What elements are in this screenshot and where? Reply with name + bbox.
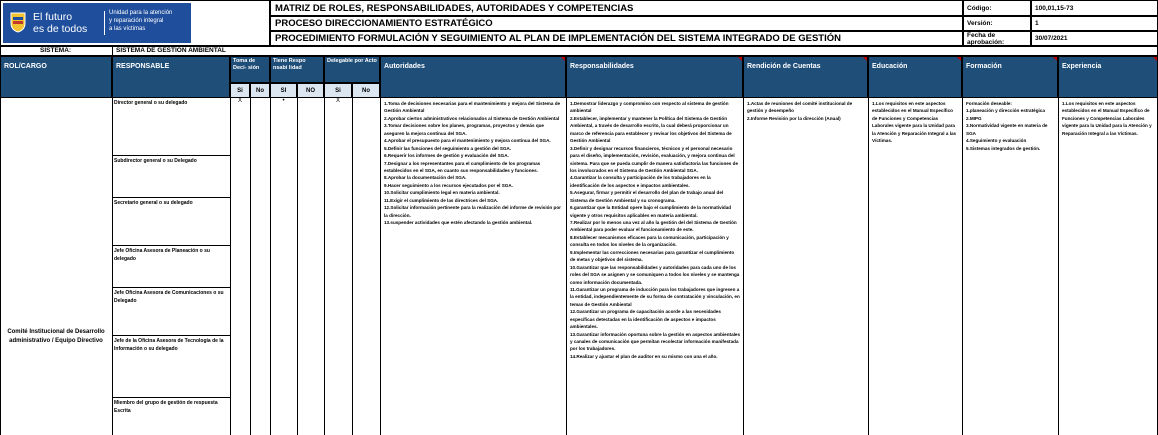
version-value: 1 — [1031, 16, 1158, 31]
autoridades-cell — [381, 98, 566, 435]
col-responsabilidades: Responsabilidades — [566, 56, 743, 98]
table-row: Jefe Oficina Asesora de Planeación o su delegado — [112, 246, 230, 288]
toma-si-mark: X — [237, 98, 242, 104]
col-rendicion-cuentas: Rendición de Cuentas — [743, 56, 868, 98]
experiencia-cell — [1059, 98, 1157, 198]
logo-banner — [3, 3, 191, 43]
list-item: 10.Solicitar cumplimiento legal en materia ambiental. — [384, 190, 500, 196]
responsables-list — [112, 98, 230, 435]
list-item: 6.Requerir los informes de gestión y evaluación del SGA. — [384, 153, 509, 159]
list-item: 14.Realizar y ajustar el plan de auditor en su mismo con una el año. — [570, 353, 718, 359]
list-item: 7.Realizar por lo menos una vez al año la gestión del del Sistema de Gestión Ambiental para poder evaluar el funcionamiento de este. — [570, 220, 737, 233]
list-item: 5.Definir las funciones del seguimiento a gestión del SGA. — [384, 145, 512, 151]
list-item: 5.Sistemas integrados de gestión. — [966, 145, 1041, 151]
deleg-si-mark: X — [335, 98, 340, 104]
list-item: 4.Aprobar el presupuesto para el mantenimiento y mejora continua del SGA. — [384, 138, 551, 144]
list-item: 3.Definir y designar recursos financieros, técnicos y el personal necesario para el diseño, implementación, revisión, evaluación, y mejora continua del sistema. Para que se pueda cumplir de manera satisfactoria las funciones de los involucrados en el Sistema de Gestión Ambiental SGA. — [570, 145, 738, 173]
rendicion-cell — [744, 98, 868, 198]
responsabilidades-cell — [567, 98, 743, 435]
version-label: Versión: — [963, 16, 1031, 31]
list-item: 6.garantizar que la Entidad opere bajo el cumplimiento de la normatividad vigente y otros requisitos aplicables en materia ambiental. — [570, 205, 732, 218]
list-item: 1.Toma de decisiones necesarias para el mantenimiento y mejora del Sistema de Gestión Ambiental — [384, 101, 561, 114]
list-item: 1.Los requisitos en este aspectos establecidos en el Manual Específico de Funciones y Competencias Laborales vigente para la Unidad para la Atención y Reparación Integral a las Víctimas. — [872, 101, 957, 144]
table-row: Director general o su delegado — [112, 98, 230, 156]
table-row: Jefe de la Oficina Asesora de Tecnología de la Información o su delegado — [112, 336, 230, 398]
date-value: 30/07/2021 — [1031, 31, 1158, 46]
rol-cargo-cell: Comité Institucional de Desarrollo administrativo / Equipo Directivo — [7, 329, 105, 344]
educacion-cell — [869, 98, 962, 198]
col-tiene-responsabilidad: Tiene Respo nsabi lidad — [270, 56, 324, 83]
list-item: 1.planeación y dirección estratégica — [966, 108, 1045, 114]
logo-right-text: Unidad para la atención y reparación integral a las víctimas — [109, 10, 173, 32]
list-item: 3.Tomar decisiones sobre los planes, programas, proyectos y demás que aseguren la mejora continua del SGA. — [384, 123, 544, 136]
list-item: Formación deseable: — [966, 101, 1012, 106]
code-value: 100,01,15-73 — [1031, 0, 1158, 16]
table-row: Jefe Oficina Asesora de Comunicaciones o su Delegado — [112, 288, 230, 336]
col-toma-decision: Toma de Deci- sión — [230, 56, 270, 83]
list-item: 7.Designar a los representantes para el cumplimiento de los programas establecidos en el SGA, en cuanto sus responsabilidades y funciones. — [384, 160, 541, 173]
list-item: 9.Implementar las correcciones necesarias para garantizar el cumplimiento de metas y objetivos del sistema. — [570, 249, 735, 263]
resp-no-header: NO — [297, 83, 324, 98]
deleg-si-header: Si — [324, 83, 352, 98]
list-item: 1.Actas de reuniones del comité institucional de gestión y desempeño — [747, 101, 853, 114]
col-delegable: Delegable por Acto — [324, 56, 380, 83]
code-label: Código: — [963, 0, 1031, 16]
list-item: 2.Establecer, implementar y mantener la Política del Sistema de Gestión Ambiental, a través de desarrollo escrito, la cual deberá proporcionar un marco de referencia para establecer y revisar los objetivos del Sistema de Gestión Ambiental — [570, 115, 732, 144]
logo-left-text: El futuro es de todos — [33, 11, 88, 36]
system-value: SISTEMA DE GESTIÓN AMBIENTAL — [116, 47, 226, 54]
table-row: Miembro del grupo de gestión de respuesta Escrita — [114, 400, 218, 414]
coat-of-arms-icon — [9, 11, 27, 33]
list-item: 8.Establecer mecanismos eficaces para la comunicación, participación y consulta en todos los niveles de la organización. — [570, 234, 729, 248]
col-autoridades: Autoridades — [380, 56, 566, 98]
list-item: 13.suspender actividades que estén afectando la gestión ambiental. — [384, 220, 533, 225]
table-row: Subdirector general o su Delegado — [112, 156, 230, 198]
formacion-cell — [963, 98, 1058, 198]
col-educacion: Educación — [868, 56, 962, 98]
list-item: 11.Garantizar un programa de inducción para los trabajadores que ingresen a la entidad, independientemente de su forma de contratación y vinculación, en temas de Gestión Ambiental — [570, 286, 740, 307]
document-title: MATRIZ DE ROLES, RESPONSABILIDADES, AUTORIDADES Y COMPETENCIAS — [270, 0, 963, 16]
logo-block — [0, 0, 270, 46]
resp-si-header: SI — [270, 83, 297, 98]
list-item: 10.Garantizar que las responsabilidades y autoridades para cada uno de los roles del SGA se asignen y se comuniquen a todos los niveles y se mantenga como información documentada. — [570, 264, 740, 285]
list-item: 5.Asegurar, firmar y permitir el desarrollo del plan de trabajo anual del Sistema de Gestión Ambiental y su cronograma. — [570, 190, 724, 203]
col-rol-cargo: ROL/CARGO — [0, 56, 112, 98]
list-item: 13.Garantizar información oportuna sobre la gestión en aspectos ambientales y canales de comunicación que permitan recolectar información manifestada por los trabajadores. — [570, 331, 741, 352]
list-item: 1.Los requisitos en este aspectos establecidos en el Manual Específico de Funciones y Competencias Laborales vigente para la Unidad para la Atención y Reparación Integral a las Víctimas. — [1062, 101, 1152, 136]
deleg-no-header: No — [352, 83, 380, 98]
list-item: 9.Hacer seguimiento a los recursos ejecutados por el SGA. — [384, 182, 513, 188]
resp-si-mark: • — [282, 98, 285, 104]
list-item: 2.Aprobar ciertos administrativos relacionados al Sistema de Gestión Ambiental — [384, 115, 560, 121]
list-item: 12.Solicitar información pertinente para la realización del informe de revisión por la dirección. — [384, 205, 561, 218]
list-item: 2.MIPG — [966, 115, 982, 121]
procedure-title: PROCEDIMIENTO FORMULACIÓN Y SEGUIMIENTO AL PLAN DE IMPLEMENTACIÓN DEL SISTEMA INTEGRADO DE GESTIÓN — [270, 31, 963, 46]
col-formacion: Formación — [962, 56, 1058, 98]
list-item: 3.Normatividad vigente en materia de SGA — [966, 123, 1048, 136]
list-item: 4.Garantizar la consulta y participación de los trabajadores en la identificación de los aspectos e impactos ambientales. — [570, 175, 711, 188]
list-item: 12.Garantizar un programa de capacitación acorde a las necesidades específicas detectadas en la identificación de aspectos e impactos ambientales. — [570, 309, 721, 330]
toma-si-header: Si — [230, 83, 250, 98]
table-row: Secretario general o su delegado — [112, 198, 230, 246]
list-item: 11.Exigir el cumplimiento de las directrices del SGA. — [384, 197, 499, 203]
list-item: 8.Aprobar la documentación del SGA. — [384, 175, 467, 181]
toma-no-header: No — [250, 83, 270, 98]
date-label: Fecha de aprobación: — [963, 31, 1031, 46]
list-item: 4.Seguimiento y evaluación — [966, 138, 1027, 144]
col-experiencia: Experiencia — [1058, 56, 1158, 98]
system-label: SISTEMA: — [40, 47, 72, 54]
col-responsable: RESPONSABLE — [112, 56, 230, 98]
process-title: PROCESO DIRECCIONAMIENTO ESTRATÉGICO — [270, 16, 963, 31]
list-item: 2.Informe Revisión por la dirección (Anual) — [747, 115, 841, 121]
list-item: 1.Demostrar liderazgo y compromiso con respecto al sistema de gestión ambiental — [570, 101, 729, 114]
